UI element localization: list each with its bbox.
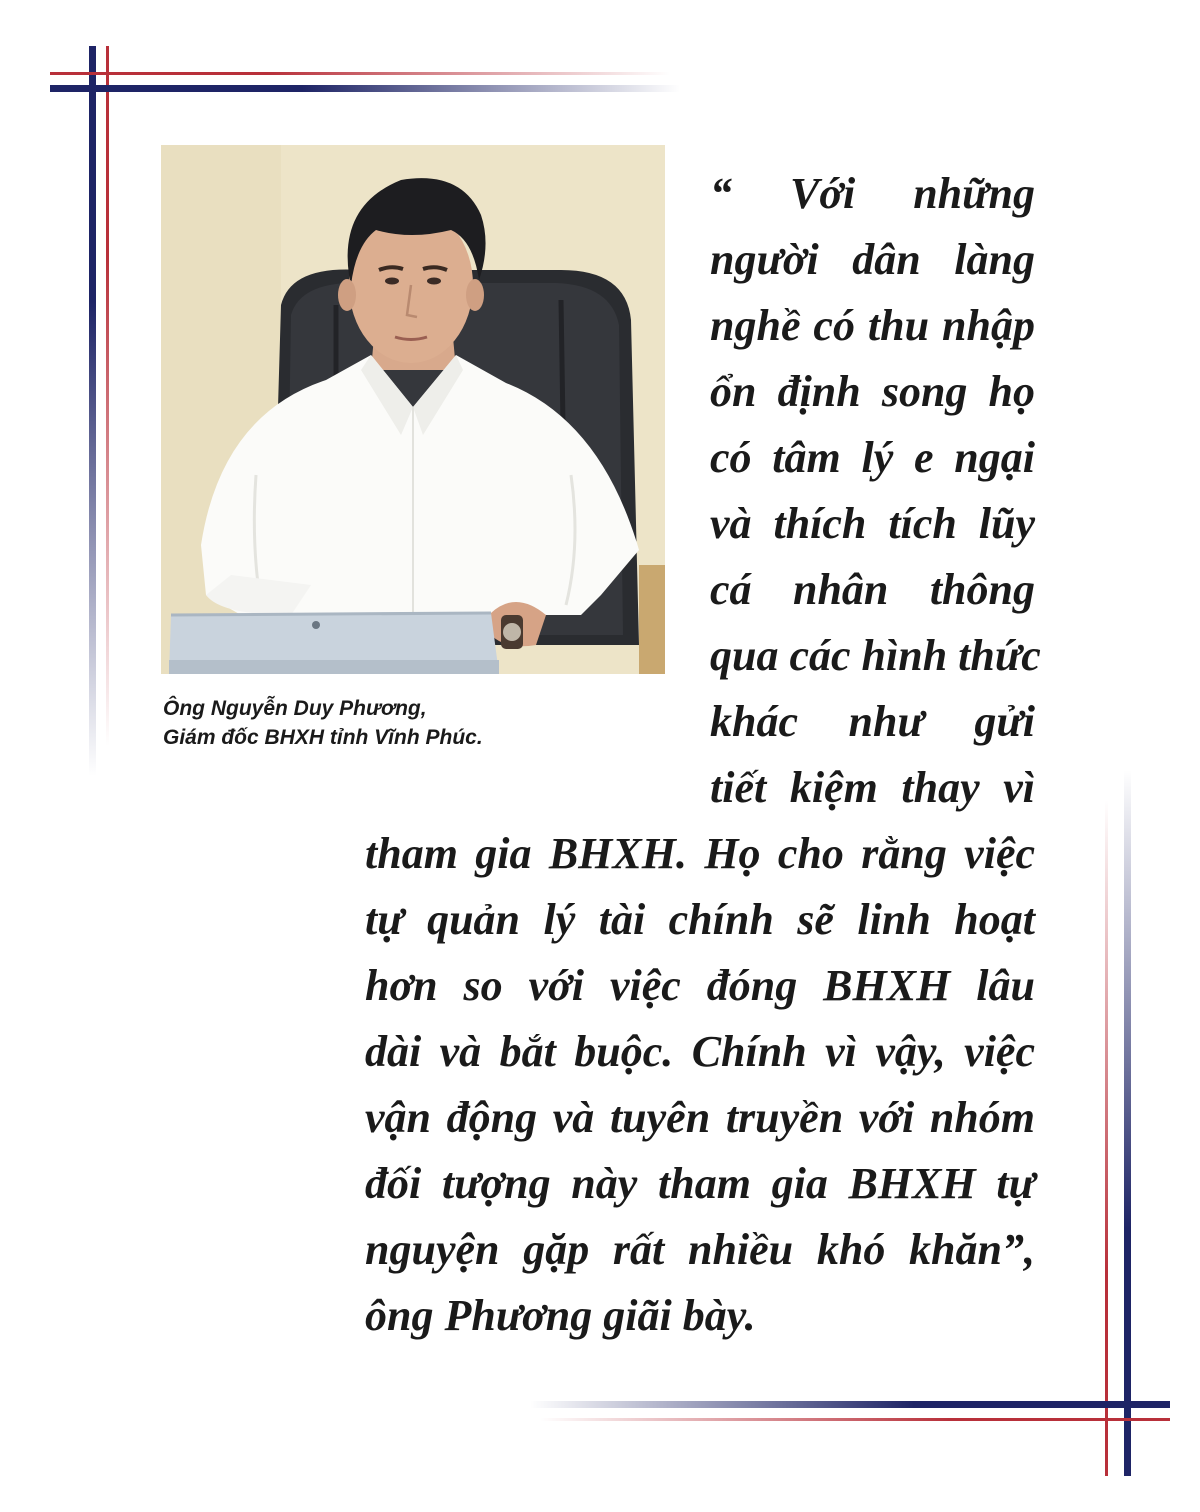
caption-name: Ông Nguyễn Duy Phương, bbox=[163, 697, 427, 720]
frame-top-left-horizontal-navy bbox=[50, 85, 680, 92]
quote-line: tự quản lý tài chính sẽ linh hoạt bbox=[365, 895, 1035, 944]
quote-line: nghề có thu nhập bbox=[710, 301, 1035, 350]
quote-narrow-column bbox=[710, 161, 1041, 821]
photo-caption bbox=[163, 694, 563, 752]
quote-line: khác như gửi bbox=[710, 697, 1035, 746]
quote-line: có tâm lý e ngại bbox=[710, 433, 1035, 482]
frame-bottom-right-horizontal-red bbox=[540, 1418, 1170, 1421]
frame-top-left-vertical-navy bbox=[89, 46, 96, 776]
quote-line: hơn so với việc đóng BHXH lâu bbox=[365, 961, 1035, 1010]
quote-wide-column bbox=[365, 821, 1035, 1349]
quote-line: tham gia BHXH. Họ cho rằng việc bbox=[365, 829, 1035, 878]
quote-line: ông Phương giãi bày. bbox=[365, 1291, 756, 1340]
caption-title: Giám đốc BHXH tỉnh Vĩnh Phúc. bbox=[163, 726, 483, 749]
quote-line: ổn định song họ bbox=[710, 367, 1035, 416]
frame-bottom-right-vertical-navy bbox=[1124, 770, 1131, 1476]
quote-line: qua các hình thức bbox=[710, 631, 1041, 680]
portrait-photo bbox=[161, 145, 665, 674]
frame-top-left-horizontal-red bbox=[50, 72, 670, 75]
quote-line: nguyện gặp rất nhiều khó khăn”, bbox=[365, 1225, 1035, 1274]
quote-line: cá nhân thông bbox=[710, 565, 1035, 614]
frame-top-left-vertical-red bbox=[106, 46, 109, 746]
quote-line: “ Với những bbox=[710, 169, 1035, 218]
frame-bottom-right-horizontal-navy bbox=[530, 1401, 1170, 1408]
quote-line: dài và bắt buộc. Chính vì vậy, việc bbox=[365, 1027, 1035, 1076]
portrait-illustration bbox=[161, 145, 665, 674]
quote-line: đối tượng này tham gia BHXH tự bbox=[365, 1159, 1035, 1208]
quote-line: người dân làng bbox=[710, 235, 1035, 284]
quote-line: và thích tích lũy bbox=[710, 499, 1035, 548]
quote-line: vận động và tuyên truyền với nhóm bbox=[365, 1093, 1035, 1142]
frame-bottom-right-vertical-red bbox=[1105, 800, 1108, 1476]
quote-line: tiết kiệm thay vì bbox=[710, 763, 1035, 812]
